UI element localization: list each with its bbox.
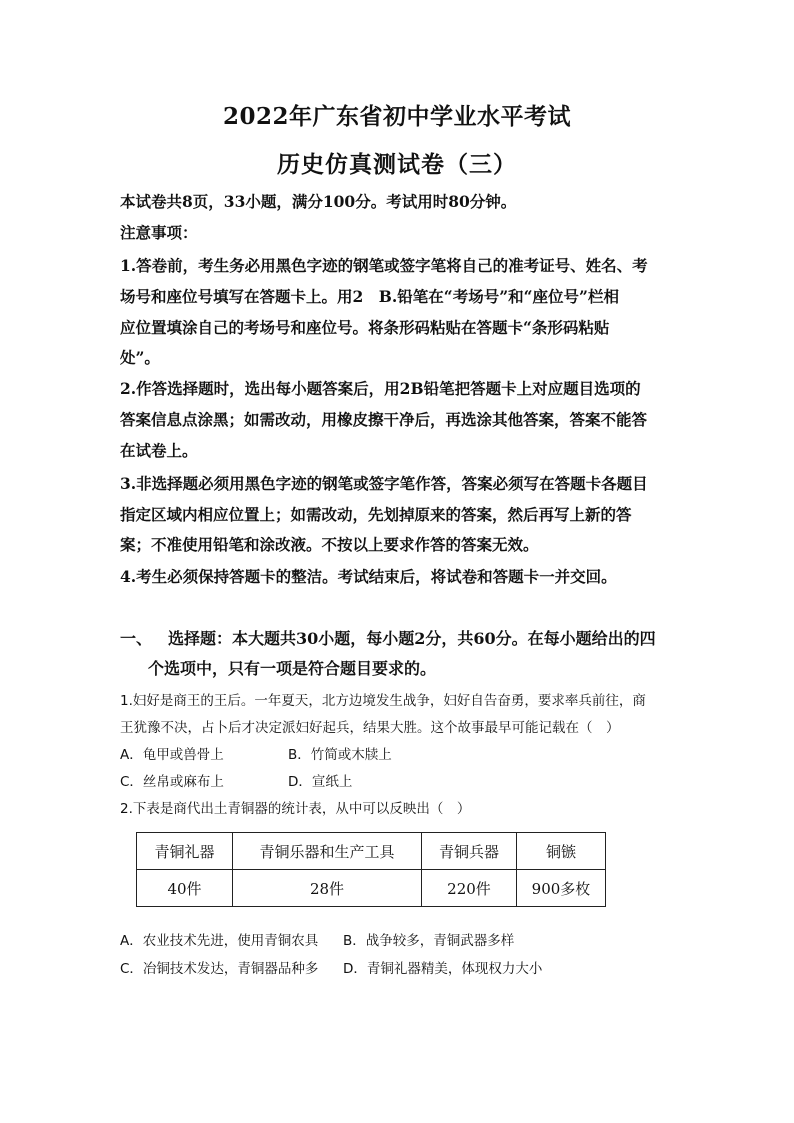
table-row xyxy=(137,870,606,907)
q1-option-c: C．丝帛或麻布上 xyxy=(120,774,224,790)
notice-line: 案；不准使用铅笔和涂改液。不按以上要求作答的答案无效。 xyxy=(120,535,539,554)
table-cell: 40件 xyxy=(137,870,233,907)
question-2-stem: 2.下表是商代出土青铜器的统计表，从中可以反映出（ ） xyxy=(120,801,471,817)
table-cell: 220件 xyxy=(422,870,517,907)
exam-title: 2022年广东省初中学业水平考试 xyxy=(222,103,571,130)
q1-option-b: B．竹简或木牍上 xyxy=(288,747,392,763)
table-header-cell: 青铜礼器 xyxy=(137,833,233,870)
notice-line: 1.答卷前，考生务必用黑色字迹的钢笔或签字笔将自己的准考证号、姓名、考 xyxy=(120,256,648,275)
table-cell: 900多枚 xyxy=(517,870,606,907)
notice-line: 指定区域内相应位置上；如需改动，先划掉原来的答案，然后再写上新的答 xyxy=(120,505,632,524)
q2-option-c: C．冶铜技术发达，青铜器品种多 xyxy=(120,961,319,977)
q2-option-a: A．农业技术先进，使用青铜农具 xyxy=(120,933,319,949)
table-header-row xyxy=(137,833,606,870)
question-1-stem-cont: 王犹豫不决，占卜后才决定派妇好起兵，结果大胜。这个故事最早可能记载在（ ） xyxy=(120,720,620,736)
bronze-statistics-table xyxy=(136,832,606,907)
exam-intro: 本试卷共8页，33小题，满分100分。考试用时80分钟。 xyxy=(120,192,517,211)
notice-line: 2.作答选择题时，选出每小题答案后，用2B铅笔把答题卡上对应题目选项的 xyxy=(120,379,641,398)
q2-option-b: B．战争较多，青铜武器多样 xyxy=(343,933,515,949)
notice-line: 场号和座位号填写在答题卡上。用2 B.铅笔在“考场号”和“座位号”栏相 xyxy=(120,287,619,306)
notice-line: 4.考生必须保持答题卡的整洁。考试结束后，将试卷和答题卡一并交回。 xyxy=(120,567,617,586)
question-1-stem: 1.妇好是商王的王后。一年夏天，北方边境发生战争，妇好自告奋勇，要求率兵前往，商 xyxy=(120,693,646,709)
notice-line: 3.非选择题必须用黑色字迹的钢笔或签字笔作答，答案必须写在答题卡各题目 xyxy=(120,474,648,493)
notice-line: 答案信息点涂黑；如需改动，用橡皮擦干净后，再选涂其他答案，答案不能答 xyxy=(120,410,648,429)
table-header-cell: 青铜兵器 xyxy=(422,833,517,870)
notice-label: 注意事项： xyxy=(120,223,198,242)
q2-option-d: D．青铜礼器精美，体现权力大小 xyxy=(343,961,543,977)
exam-subtitle: 历史仿真测试卷（三） xyxy=(277,151,517,178)
section-heading-cont: 个选项中，只有一项是符合题目要求的。 xyxy=(148,659,437,678)
section-number: 一、 xyxy=(120,629,153,648)
notice-line: 应位置填涂自己的考场号和座位号。将条形码粘贴在答题卡“条形码粘贴 xyxy=(120,318,610,337)
table-header-cell: 铜镞 xyxy=(517,833,606,870)
notice-line: 在试卷上。 xyxy=(120,441,198,460)
section-heading: 选择题：本大题共30小题，每小题2分，共60分。在每小题给出的四 xyxy=(168,629,656,648)
q1-option-d: D．宣纸上 xyxy=(288,774,353,790)
table-cell: 28件 xyxy=(233,870,422,907)
q1-option-a: A．龟甲或兽骨上 xyxy=(120,747,224,763)
notice-line: 处”。 xyxy=(120,348,160,367)
table-header-cell: 青铜乐器和生产工具 xyxy=(233,833,422,870)
